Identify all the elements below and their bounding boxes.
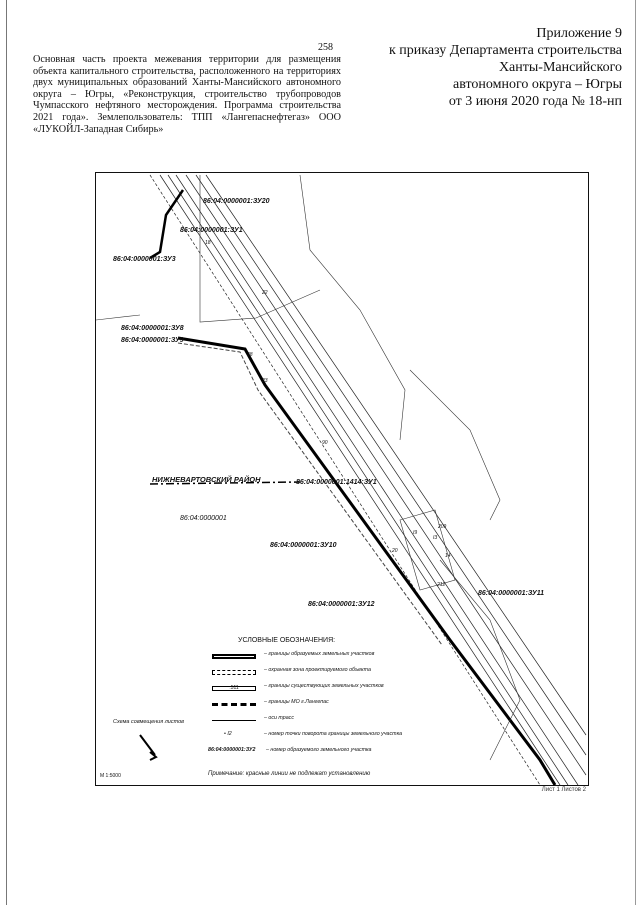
- appendix-line: Приложение 9: [536, 26, 622, 41]
- point-number: I9: [413, 530, 418, 536]
- point-number: 38: [247, 352, 253, 358]
- point-number: 212: [437, 582, 446, 588]
- legend-symbol: • I2: [224, 731, 232, 737]
- point-number: 20: [392, 548, 398, 554]
- plot-label: 86:04:0000001:1414:ЗУ1: [296, 479, 377, 486]
- legend-text: – границы образуемых земельных участков: [264, 651, 375, 657]
- point-number: 23: [262, 378, 268, 384]
- appendix-line: Ханты-Мансийского: [498, 60, 622, 75]
- existing-plot: [400, 510, 455, 590]
- note: Примечание: красные линии не подлежат установлению: [208, 771, 371, 777]
- plot-label: 86:04:0000001:ЗУ12: [308, 601, 375, 608]
- point-number: 90: [322, 440, 328, 446]
- protection-zone: [178, 343, 442, 645]
- legend-item: [212, 699, 442, 709]
- point-number: 22: [262, 290, 268, 296]
- legend-item: [212, 651, 442, 661]
- sheet-number: Лист 1 Листов 2: [541, 787, 586, 793]
- page-number: 258: [318, 42, 333, 53]
- legend-text: – границы существующих земельных участков: [264, 683, 384, 689]
- plot-label: 86:04:0000001:ЗУ9: [121, 337, 184, 344]
- legend-item: [212, 683, 442, 693]
- legend-symbol: :511: [212, 686, 256, 691]
- legend-title: УСЛОВНЫЕ ОБОЗНАЧЕНИЯ:: [238, 637, 336, 644]
- legend-item: [212, 715, 442, 725]
- existing-plot: [410, 370, 500, 520]
- scheme-arrow-icon: [140, 735, 156, 760]
- point-number: I3: [433, 535, 438, 541]
- project-description: Основная часть проекта межевания территории для размещения объекта капитального строительства, расположенного на территориях двух муниципальных образований Ханты-Мансийского автономного округа – Югры, «Реконструкция, строительство трубопроводов Чумпасского нефтяного месторождения. Программа строительства 2021 года». Землепользователь: ТПП «Лангепаснефтегаз» ООО «ЛУКОЙЛ-Западная Сибирь»: [33, 54, 341, 135]
- legend-text: – номер точки поворота границы земельного участка: [264, 731, 403, 737]
- plot-label: 86:04:0000001:ЗУ11: [478, 590, 545, 597]
- legend-text: – оси трасс: [264, 715, 294, 721]
- appendix-line: к приказу Департамента строительства: [388, 43, 622, 58]
- plot-label: 86:04:0000001:ЗУ1: [180, 227, 243, 234]
- plot-label: 86:04:0000001:ЗУ3: [113, 256, 176, 263]
- legend-text: – номер образуемого земельного участка: [266, 747, 372, 753]
- appendix-line: от 3 июня 2020 года № 18-нп: [448, 94, 622, 109]
- legend-text: – границы МО г.Лангепас: [264, 699, 329, 705]
- plot-label: 86:04:0000001:ЗУ8: [121, 325, 184, 332]
- point-number: 18: [205, 240, 211, 246]
- scale-label: М 1:5000: [100, 773, 121, 779]
- scheme-label: Схема совмещения листов: [113, 719, 185, 725]
- legend-item: [208, 747, 438, 757]
- plot-label: 86:04:0000001:ЗУ10: [270, 542, 337, 549]
- district-label: НИЖНЕВАРТОВСКИЙ РАЙОН: [152, 475, 261, 484]
- legend-item: [212, 667, 442, 677]
- appendix-line: автономного округа – Югры: [453, 77, 622, 92]
- plot-label: 86:04:0000001:ЗУ20: [203, 198, 270, 205]
- point-number: 209: [438, 524, 447, 530]
- existing-plot: [96, 315, 140, 320]
- legend-text: – охранная зона проектируемого объекта: [264, 667, 371, 673]
- legend-symbol: [212, 720, 256, 721]
- legend-item: [212, 731, 442, 741]
- legend-symbol: 86:04:0000001:ЗУ2: [208, 747, 256, 753]
- point-number: 14: [445, 553, 451, 559]
- legend-symbol: [212, 703, 256, 706]
- legend-symbol: [212, 670, 256, 675]
- quarter-label: 86:04:0000001: [180, 515, 227, 522]
- legend-symbol: [212, 654, 256, 659]
